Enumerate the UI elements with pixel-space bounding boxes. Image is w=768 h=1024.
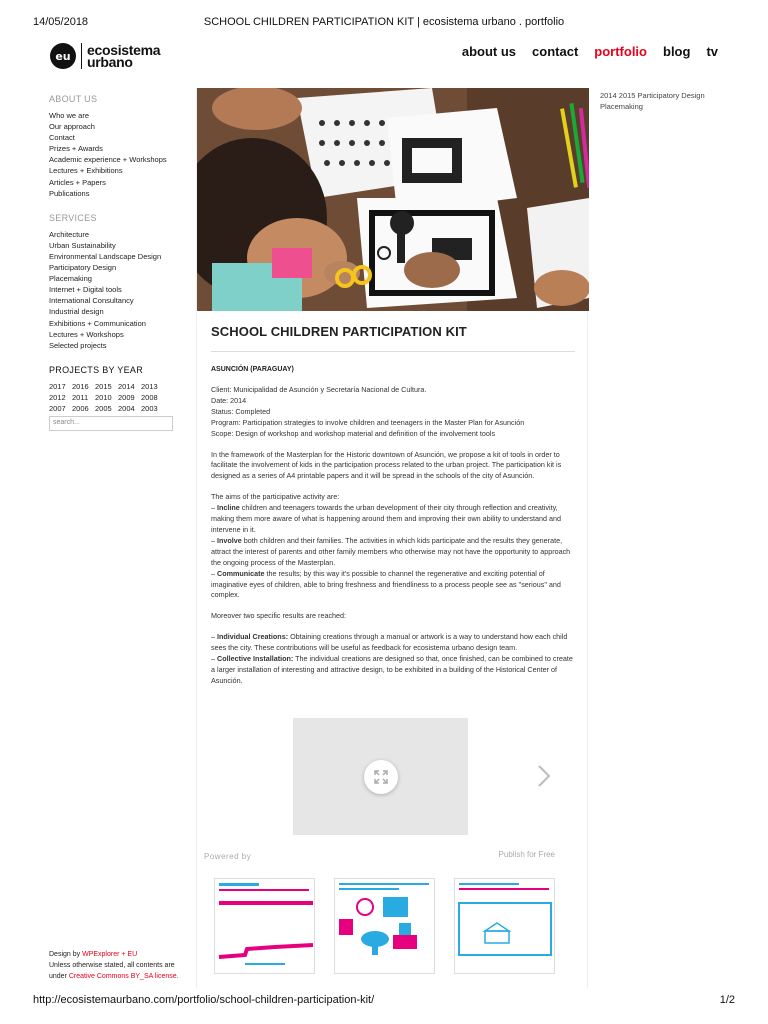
about-heading: ABOUT US bbox=[49, 94, 98, 104]
result-item: – Individual Creations: Obtaining creations through a manual or artwork is a way to understand how each child sees the city. These contributions will be useful as feedback for ecosistema urbano design team. bbox=[211, 632, 568, 653]
sidebar-item-articles[interactable]: Articles + Papers bbox=[49, 177, 106, 187]
thumbnail-graphic bbox=[455, 879, 555, 974]
aims-section bbox=[211, 492, 575, 601]
page-thumbnail[interactable] bbox=[454, 878, 555, 974]
nav-tv[interactable]: tv bbox=[706, 44, 718, 59]
year-link[interactable]: 2010 bbox=[95, 392, 112, 402]
year-link[interactable]: 2004 bbox=[118, 403, 135, 413]
aims-intro: The aims of the participative activity are: bbox=[211, 492, 340, 502]
wpexplorer-link[interactable]: WPExplorer bbox=[82, 951, 120, 958]
credits-line-3: under Creative Commons BY_SA license. bbox=[49, 973, 179, 980]
print-date: 14/05/2018 bbox=[33, 16, 89, 28]
page-title: SCHOOL CHILDREN PARTICIPATION KIT bbox=[211, 324, 467, 339]
powered-by-label: Powered by bbox=[204, 852, 252, 861]
sidebar-item-landscape-design[interactable]: Environmental Landscape Design bbox=[49, 251, 162, 261]
print-footer bbox=[33, 994, 735, 1008]
chevron-right-icon[interactable] bbox=[537, 764, 551, 788]
logo-badge: eu bbox=[50, 43, 76, 69]
document-viewer[interactable] bbox=[293, 718, 468, 835]
page-thumbnail[interactable] bbox=[214, 878, 315, 974]
detail-client: Client: Municipalidad de Asunción y Secretaría Nacional de Cultura. bbox=[211, 385, 427, 394]
year-link[interactable]: 2013 bbox=[141, 381, 158, 391]
year-link[interactable]: 2005 bbox=[95, 403, 112, 413]
year-link[interactable]: 2016 bbox=[72, 381, 89, 391]
logo-wordmark bbox=[87, 44, 160, 68]
aim-item: – Involve both children and their families. The activities in which kids participate and the results they generate, attract the interest of parents and other family members who otherwise may not have the opportunity to approach the ongoing process of the Masterplan. bbox=[211, 535, 571, 567]
year-link[interactable]: 2003 bbox=[141, 403, 158, 413]
sidebar-item-prizes[interactable]: Prizes + Awards bbox=[49, 144, 103, 154]
services-menu bbox=[49, 229, 184, 351]
sidebar-item-exhibitions[interactable]: Exhibitions + Communication bbox=[49, 318, 146, 328]
year-link[interactable]: 2017 bbox=[49, 381, 66, 391]
project-content bbox=[211, 324, 575, 697]
publish-for-free-link[interactable]: Publish for Free bbox=[498, 850, 555, 859]
aim-item: – Incline children and teenagers towards the urban development of their city through reflection and creativity, making them more aware of what is happening around them and improving their own ability to understand and intervene in it. bbox=[211, 503, 561, 534]
expand-button[interactable] bbox=[364, 760, 398, 794]
sidebar bbox=[49, 94, 184, 431]
print-page-number: 1/2 bbox=[719, 994, 735, 1006]
children-drawing-photo bbox=[197, 88, 589, 311]
project-card bbox=[196, 88, 588, 988]
nav-about-us[interactable]: about us bbox=[461, 44, 517, 59]
site-logo[interactable] bbox=[50, 42, 160, 70]
main-nav bbox=[462, 44, 718, 59]
sidebar-item-our-approach[interactable]: Our approach bbox=[49, 122, 95, 132]
years-grid bbox=[49, 381, 184, 414]
project-details bbox=[211, 385, 575, 440]
detail-status: Status: Completed bbox=[211, 406, 271, 416]
intro-paragraph: In the framework of the Masterplan for the Historic downtown of Asunción, we propose a kit of tools in order to facilitate the involvement of kids in the participation process related to the urban project. The participation kit is designed as a series of A4 printable papers and it will be spread in the schools of the city of Asunción. bbox=[211, 449, 562, 481]
logo-line-2: urbano bbox=[87, 54, 133, 70]
nav-contact[interactable]: contact bbox=[532, 44, 579, 59]
sidebar-item-industrial-design[interactable]: Industrial design bbox=[49, 307, 104, 317]
year-link[interactable]: 2009 bbox=[118, 392, 135, 402]
results-section bbox=[211, 632, 575, 687]
year-link[interactable]: 2008 bbox=[141, 392, 158, 402]
logo-line-1: ecosistema bbox=[87, 42, 161, 58]
year-link[interactable]: 2012 bbox=[49, 392, 66, 402]
page-thumbnail[interactable] bbox=[334, 878, 435, 974]
project-tags[interactable]: 2014 2015 Participatory Design Placemaking bbox=[600, 91, 705, 111]
thumbnail-graphic bbox=[335, 879, 435, 974]
print-title: SCHOOL CHILDREN PARTICIPATION KIT | ecosistema urbano . portfolio bbox=[203, 16, 565, 28]
nav-blog[interactable]: blog bbox=[663, 44, 691, 59]
year-link[interactable]: 2014 bbox=[118, 381, 135, 391]
nav-portfolio[interactable]: portfolio bbox=[594, 44, 647, 59]
results-intro: Moreover two specific results are reached: bbox=[211, 611, 347, 621]
credits-line-1: Design by WPExplorer + EU bbox=[49, 951, 138, 958]
sidebar-item-academic[interactable]: Academic experience + Workshops bbox=[49, 155, 167, 165]
thumbnail-graphic bbox=[215, 879, 315, 974]
sidebar-item-publications[interactable]: Publications bbox=[49, 188, 90, 198]
services-heading: SERVICES bbox=[49, 212, 97, 223]
sidebar-item-who-we-are[interactable]: Who we are bbox=[49, 111, 90, 120]
print-header bbox=[33, 16, 735, 30]
sidebar-item-contact[interactable]: Contact bbox=[49, 133, 75, 143]
result-item: – Collective Installation: The individual creations are designed so that, once finished, can be combined to create a larger installation of interesting and attractive design, to be exhibited in a building of the Historical Center of Asunción. bbox=[211, 654, 573, 685]
sidebar-item-placemaking[interactable]: Placemaking bbox=[49, 274, 92, 284]
project-photo bbox=[197, 88, 589, 311]
print-url: http://ecosistemaurbano.com/portfolio/school-children-participation-kit/ bbox=[33, 994, 375, 1006]
year-link[interactable]: 2011 bbox=[72, 392, 89, 402]
search-input[interactable]: search... bbox=[49, 416, 173, 431]
license-link[interactable]: Creative Commons BY_SA license. bbox=[68, 973, 179, 980]
expand-icon bbox=[373, 769, 389, 785]
sidebar-item-participatory-design[interactable]: Participatory Design bbox=[49, 263, 117, 273]
project-location: ASUNCIÓN (PARAGUAY) bbox=[211, 366, 294, 373]
logo-divider bbox=[81, 43, 82, 69]
title-divider bbox=[211, 351, 575, 352]
year-link[interactable]: 2006 bbox=[72, 403, 89, 413]
sidebar-item-selected-projects[interactable]: Selected projects bbox=[49, 340, 107, 350]
years-heading: PROJECTS BY YEAR bbox=[49, 364, 143, 375]
site-credits bbox=[49, 949, 189, 982]
sidebar-item-consultancy[interactable]: International Consultancy bbox=[49, 296, 134, 306]
detail-date: Date: 2014 bbox=[211, 395, 247, 405]
sidebar-item-digital-tools[interactable]: Internet + Digital tools bbox=[49, 285, 122, 295]
detail-scope: Scope: Design of workshop and workshop material and definition of the involvement tools bbox=[211, 428, 496, 438]
sidebar-item-lectures[interactable]: Lectures + Exhibitions bbox=[49, 166, 123, 176]
aim-item: – Communicate the results; by this way it's possible to channel the regenerative and exciting potential of imaginative eyes of children, able to bring freshness and friendliness to a process people see as "serious" and complex. bbox=[211, 568, 561, 600]
about-menu bbox=[49, 110, 184, 199]
year-link[interactable]: 2007 bbox=[49, 403, 66, 413]
sidebar-item-architecture[interactable]: Architecture bbox=[49, 229, 90, 239]
sidebar-item-urban-sustainability[interactable]: Urban Sustainability bbox=[49, 240, 116, 250]
credits-line-2: Unless otherwise stated, all contents are bbox=[49, 962, 175, 969]
eu-link[interactable]: + EU bbox=[121, 951, 138, 958]
year-link[interactable]: 2015 bbox=[95, 381, 112, 391]
sidebar-item-workshops[interactable]: Lectures + Workshops bbox=[49, 329, 124, 339]
detail-program: Program: Participation strategies to involve children and teenagers in the Master Plan for Asunción bbox=[211, 417, 525, 427]
